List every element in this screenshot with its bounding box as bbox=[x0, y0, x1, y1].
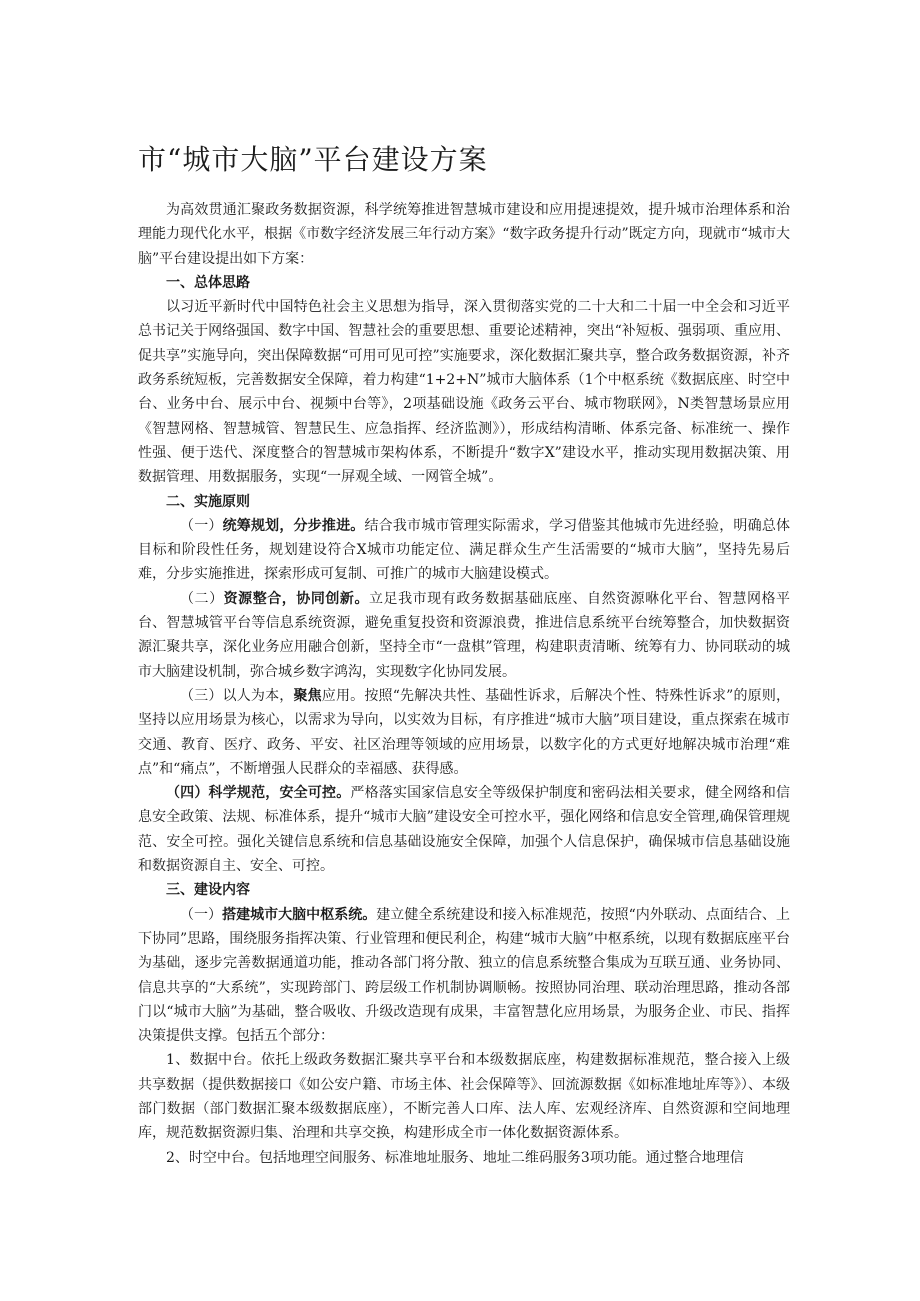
principle-2-lead: 资源整合，协同创新。 bbox=[223, 590, 369, 607]
principle-3-lead: 聚焦 bbox=[293, 687, 322, 704]
section-heading-1: 一、总体思路 bbox=[166, 274, 250, 291]
section-heading-3: 三、建设内容 bbox=[166, 882, 250, 899]
principle-1-lead: 统筹规划，分步推进。 bbox=[222, 517, 365, 534]
section-1-body: 以习近平新时代中国特色社会主义思想为指导，深入贯彻落实党的二十大和二十届一中全会和习近平总书记关于网络强国、数字中国、智慧社会的重要思想、重要论述精神，突出“补短板、强弱项、重应用、促共享”实施导向，突出保障数据“可用可见可控”实施要求，深化数据汇聚共享，整合政务数据资源，补齐政务系统短板，完善数据安全保障，着力构建“1+2+N”城市大脑体系（1个中枢系统《数据底座、时空中台、业务中台、展示中台、视频中台等》，2项基础设施《政务云平台、城市物联网》，N类智慧场景应用《智慧网格、智慧城管、智慧民生、应急指挥、经济监测》），形成结构清晰、体系完备、标准统一、操作性强、便于迭代、深度整合的智慧城市架构体系，不断提升“数字X”建设水平，推动实现用数据决策、用数据管理、用数据服务，实现“一屏观全域、一网管全城”。 bbox=[138, 299, 790, 486]
spatiotemporal-platform-item: 2、时空中台。包括地理空间服务、标准地址服务、地址二维码服务3项功能。通过整合地理信 bbox=[166, 1149, 744, 1166]
principle-3-paragraph bbox=[138, 684, 790, 781]
section-heading-2: 二、实施原则 bbox=[166, 493, 250, 510]
content-1-body: 建立健全系统建设和接入标准规范，按照“内外联动、点面结合、上下协同”思路，围绕服务指挥决策、行业管理和便民利企，构建“城市大脑”中枢系统，以现有数据底座平台为基础，逐步完善数据通道功能，推动各部门将分散、独立的信息系统整合集成为互联互通、业务协同、信息共享的“大系统”，实现跨部门、跨层级工作机制协调顺畅。按照协同治理、联动治理思路，推动各部门以“城市大脑”为基础，整合吸收、升级改造现有成果，丰富智慧化应用场景，为服务企业、市民、指挥决策提供支撑。包括五个部分： bbox=[138, 906, 791, 1045]
intro-paragraph: 为高效贯通汇聚政务数据资源，科学统筹推进智慧城市建设和应用提速提效，提升城市治理体系和治理能力现代化水平，根据《市数字经济发展三年行动方案》“数字政务提升行动”既定方向，现就市“城市大脑”平台建设提出如下方案： bbox=[138, 202, 790, 267]
content-1-lead: 搭建城市大脑中枢系统。 bbox=[222, 906, 377, 923]
document-title: 市“城市大脑”平台建设方案 bbox=[138, 143, 488, 176]
principle-2-paragraph bbox=[138, 587, 790, 684]
principle-1-body: 结合我市城市管理实际需求，学习借鉴其他城市先进经验，明确总体目标和阶段性任务，规划建设符合X城市功能定位、满足群众生产生活需要的“城市大脑”，坚持先易后难，分步实施推进，探索形成可复制、可推广的城市大脑建设模式。 bbox=[138, 517, 791, 583]
data-platform-item: 1、数据中台。依托上级政务数据汇聚共享平台和本级数据底座，构建数据标准规范，整合接入上级共享数据（提供数据接口《如公安户籍、市场主体、社会保障等》、回流源数据《如标准地址库等》）、本级部门数据（部门数据汇聚本级数据底座），不断完善人口库、法人库、宏观经济库、自然资源和空间地理库，规范数据资源归集、治理和共享交换，构建形成全市一体化数据资源体系。 bbox=[138, 1052, 790, 1142]
principle-4-lead: （四）科学规范，安全可控。 bbox=[166, 785, 351, 802]
principle-1-paragraph bbox=[138, 514, 790, 587]
principle-2-body: 立足我市现有政务数据基础底座、自然资源咻化平台、智慧网格平台、智慧城管平台等信息系统资源，避免重复投资和资源浪费，推进信息系统平台统筹整合，加快数据资源汇聚共享，深化业务应用融合创新，坚持全市“一盘棋”管理，构建职责清晰、统筹有力、协同联动的城市大脑建设机制，弥合城乡数字鸿沟，实现数字化协同发展。 bbox=[138, 590, 791, 680]
content-1-paragraph bbox=[138, 903, 790, 1049]
principle-2-number: （二） bbox=[180, 590, 224, 607]
content-1-number: （一） bbox=[180, 906, 223, 923]
principle-4-body: 严格落实国家信息安全等级保护制度和密码法相关要求，健全网络和信息安全政策、法规、标准体系，提升“城市大脑”建设安全可控水平，强化网络和信息安全管理,确保管理规范、安全可控。强化关键信息系统和信息基础设施安全保障，加强个人信息保护，确保城市信息基础设施和数据资源自主、安全、可控。 bbox=[138, 785, 791, 875]
principle-3-body: 应用。按照“先解决共性、基础性诉求，后解决个性、特殊性诉求”的原则，坚持以应用场景为核心，以需求为导向，以实效为目标，有序推进“城市大脑”项目建设，重点探索在城市交通、教育、医疗、政务、平安、社区治理等领域的应用场景，以数字化的方式更好地解决城市治理“难点”和“痛点”，不断增强人民群众的幸福感、获得感。 bbox=[138, 687, 791, 777]
principle-4-paragraph bbox=[138, 781, 790, 878]
principle-1-number: （一） bbox=[180, 517, 223, 534]
principle-3-number: （三）以人为本， bbox=[180, 687, 294, 704]
